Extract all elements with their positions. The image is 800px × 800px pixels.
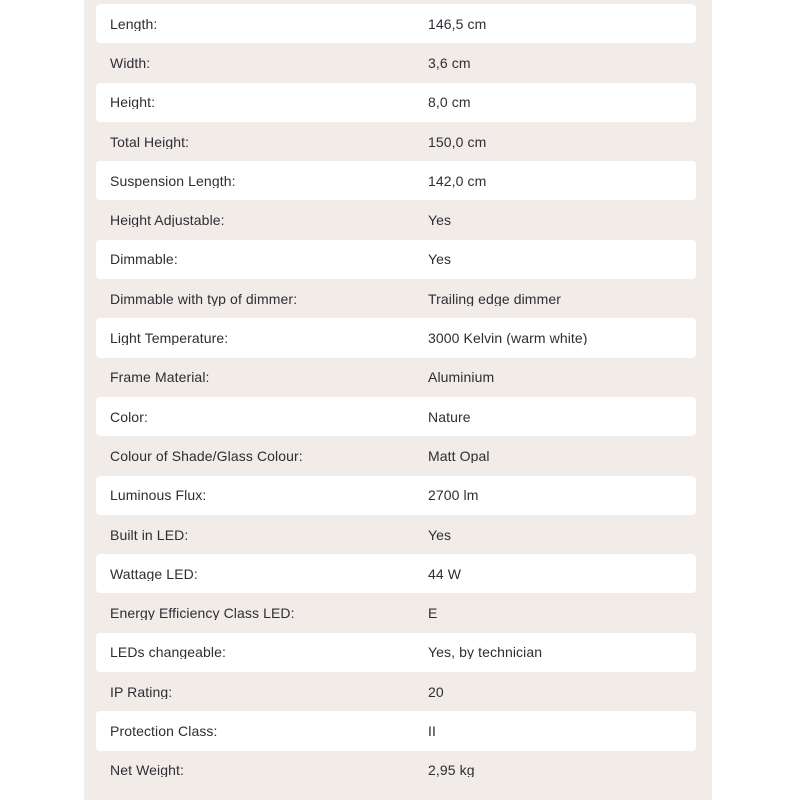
spec-row xyxy=(96,476,696,515)
spec-label: Height Adjustable: xyxy=(110,213,225,228)
spec-label: Length: xyxy=(110,16,158,31)
spec-row xyxy=(96,4,696,43)
spec-value: Yes xyxy=(428,213,452,228)
spec-label: Frame Material: xyxy=(110,370,210,385)
spec-value: 3000 Kelvin (warm white) xyxy=(428,331,588,346)
spec-value: 8,0 cm xyxy=(428,95,471,110)
spec-label: Dimmable: xyxy=(110,252,178,267)
spec-value: Yes, by technician xyxy=(428,645,543,660)
spec-label: Total Height: xyxy=(110,134,190,149)
spec-row xyxy=(96,83,696,122)
spec-value: 2700 lm xyxy=(428,488,479,503)
spec-value: Yes xyxy=(428,252,452,267)
spec-row xyxy=(96,358,696,397)
spec-row xyxy=(96,672,696,711)
spec-label: Height: xyxy=(110,95,156,110)
spec-label: Energy Efficiency Class LED: xyxy=(110,606,295,621)
spec-row xyxy=(96,279,696,318)
spec-value: 2,95 kg xyxy=(428,763,475,778)
spec-label: Wattage LED: xyxy=(110,566,198,581)
spec-value: 20 xyxy=(428,684,444,699)
spec-label: LEDs changeable: xyxy=(110,645,227,660)
spec-label: Net Weight: xyxy=(110,763,184,778)
spec-value: 44 W xyxy=(428,566,462,581)
spec-value: 142,0 cm xyxy=(428,173,487,188)
spec-value: 146,5 cm xyxy=(428,16,487,31)
spec-value: Aluminium xyxy=(428,370,495,385)
spec-label: Built in LED: xyxy=(110,527,189,542)
spec-label: Suspension Length: xyxy=(110,173,236,188)
spec-row xyxy=(96,515,696,554)
spec-value: II xyxy=(428,723,436,738)
spec-label: IP Rating: xyxy=(110,684,173,699)
spec-label: Colour of Shade/Glass Colour: xyxy=(110,448,303,463)
spec-row xyxy=(96,318,696,357)
spec-value: Nature xyxy=(428,409,471,424)
spec-label: Dimmable with typ of dimmer: xyxy=(110,291,298,306)
spec-row xyxy=(96,122,696,161)
spec-row xyxy=(96,593,696,632)
spec-row xyxy=(96,43,696,82)
spec-row xyxy=(96,633,696,672)
spec-row xyxy=(96,161,696,200)
spec-row xyxy=(96,240,696,279)
spec-value: Yes xyxy=(428,527,452,542)
spec-label: Luminous Flux: xyxy=(110,488,207,503)
spec-row xyxy=(96,200,696,239)
spec-row xyxy=(96,554,696,593)
spec-label: Light Temperature: xyxy=(110,331,229,346)
spec-label: Width: xyxy=(110,55,151,70)
spec-value: 3,6 cm xyxy=(428,55,471,70)
spec-row xyxy=(96,397,696,436)
spec-value: Trailing edge dimmer xyxy=(428,291,561,306)
spec-table-panel xyxy=(84,0,712,800)
spec-value: Matt Opal xyxy=(428,448,490,463)
spec-row xyxy=(96,711,696,750)
spec-value: E xyxy=(428,606,438,621)
spec-table xyxy=(96,4,696,790)
spec-row xyxy=(96,751,696,790)
spec-label: Protection Class: xyxy=(110,723,218,738)
spec-label: Color: xyxy=(110,409,148,424)
spec-value: 150,0 cm xyxy=(428,134,487,149)
spec-row xyxy=(96,436,696,475)
